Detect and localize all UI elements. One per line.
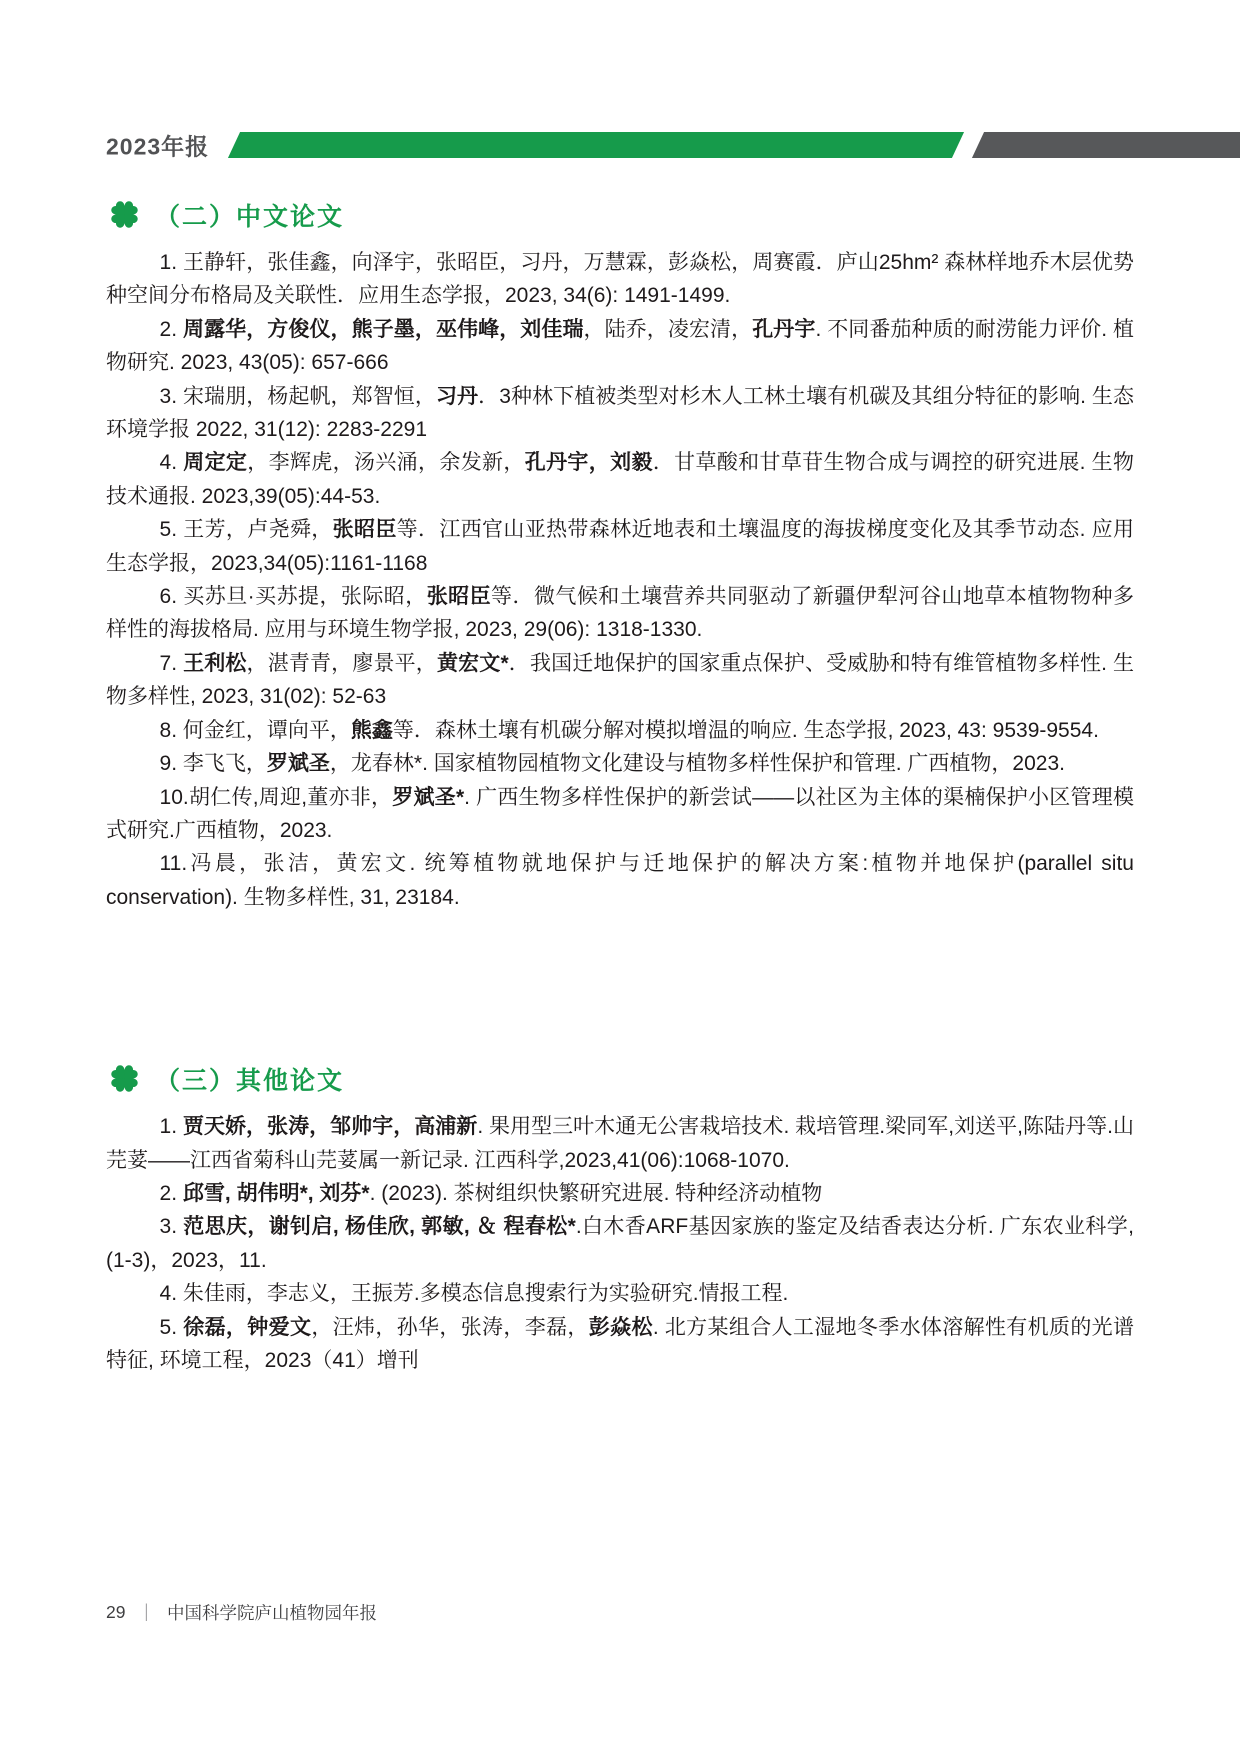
reference-text: ，陆乔，凌宏清，	[583, 317, 753, 341]
reference-item	[106, 1177, 1134, 1210]
staff-author-name: 周定定	[183, 451, 248, 475]
reference-text: 4.	[159, 451, 184, 475]
reference-text: . 果用型三叶木通无公害栽培技术. 栽培管理.梁同军,刘送平,陈陆丹等.山芫荽——江西省菊科山芫荽属一新记录. 江西科学,2023,41(06):1068-1070.	[106, 1115, 1134, 1172]
section-other-papers	[106, 1060, 1134, 1377]
staff-author-name: 罗斌圣*	[392, 785, 465, 809]
reference-item	[106, 513, 1134, 580]
reference-item	[106, 1210, 1134, 1277]
reference-text: 等．微气候和土壤营养共同驱动了新疆伊犁河谷山地草本植物物种多样性的海拔格局. 应用与环境生物学报, 2023, 29(06): 1318-1330.	[106, 585, 1135, 642]
reference-text: 等．森林土壤有机碳分解对模拟增温的响应. 生态学报, 2023, 43: 9539-9554.	[392, 718, 1099, 742]
reference-text: 1.	[159, 1115, 183, 1139]
clover-icon	[106, 196, 143, 233]
reference-item	[106, 1311, 1134, 1378]
reference-item	[106, 714, 1134, 747]
reference-text: . (2023). 茶树组织快繁研究进展. 特种经济动植物	[369, 1181, 823, 1205]
clover-icon	[106, 1060, 143, 1097]
reference-text: 7.	[159, 651, 184, 675]
reference-text: 10.胡仁传,周迎,董亦非，	[159, 785, 393, 809]
staff-author-name: 彭焱松	[588, 1315, 653, 1339]
reference-item	[106, 781, 1134, 848]
reference-text: 1. 王静轩，张佳鑫，向泽宇，张昭臣，习丹，万慧霖，彭焱松，周赛霞．庐山25hm² 森林样地乔木层优势种空间分布格局及关联性．应用生态学报，2023, 34(6): 1491-1499.	[106, 251, 1134, 308]
reference-text: 2.	[159, 1181, 183, 1205]
staff-author-name: 习丹	[435, 384, 479, 408]
staff-author-name: 徐磊，钟爱文	[183, 1315, 312, 1339]
staff-author-name: 邱雪, 胡伟明*, 刘芬*	[182, 1181, 370, 1205]
staff-author-name: 王利松	[183, 651, 247, 675]
staff-author-name: 张昭臣	[426, 585, 492, 609]
staff-author-name: 孔丹宇，刘毅	[524, 451, 653, 475]
reference-text: 5. 王芳，卢尧舜，	[159, 518, 333, 542]
staff-author-name: 范思庆，谢钊启, 杨佳欣, 郭敏, ＆ 程春松*	[183, 1215, 576, 1239]
reference-text: . 广西生物多样性保护的新尝试——以社区为主体的渠楠保护小区管理模式研究.广西植物，2023.	[106, 785, 1134, 842]
reference-item	[106, 1277, 1134, 1310]
reference-item	[106, 1110, 1134, 1177]
reference-list-other	[106, 1110, 1134, 1377]
footer-divider: ｜	[137, 1603, 155, 1623]
reference-item	[106, 580, 1134, 647]
reference-item	[106, 313, 1134, 380]
reference-item	[106, 380, 1134, 447]
reference-item	[106, 747, 1134, 780]
staff-author-name: 黄宏文*	[436, 651, 509, 675]
reference-item	[106, 246, 1134, 313]
reference-text: 3. 宋瑞朋，杨起帆，郑智恒，	[159, 384, 436, 408]
reference-text: 3.	[159, 1215, 184, 1239]
header-gray-banner	[972, 132, 1240, 158]
reference-text: 等．江西官山亚热带森林近地表和土壤温度的海拔梯度变化及其季节动态. 应用生态学报，2023,34(05):1161-1168	[106, 518, 1134, 575]
reference-list-chinese	[106, 246, 1134, 914]
section-title: （二）中文论文	[155, 202, 345, 231]
reference-text: ，龙春林*. 国家植物园植物文化建设与植物多样性保护和管理. 广西植物，2023.	[329, 752, 1065, 776]
reference-text: 5.	[159, 1315, 184, 1339]
reference-text: ，李辉虎，汤兴涌，余发新，	[247, 451, 525, 475]
reference-text: ．我国迁地保护的国家重点保护、受威胁和特有维管植物多样性. 生物多样性, 2023, 31(02): 52-63	[106, 651, 1135, 709]
reference-text: . 北方某组合人工湿地冬季水体溶解性有机质的光谱特征, 环境工程，2023（41）增刊	[106, 1315, 1135, 1372]
reference-text: 9. 李飞飞，	[159, 752, 267, 776]
staff-author-name: 张昭臣	[332, 518, 397, 542]
reference-item	[106, 446, 1134, 513]
reference-text: . 不同番茄种质的耐涝能力评价. 植物研究. 2023, 43(05): 657-666	[106, 317, 1135, 375]
reference-text: 11.冯晨，张洁，黄宏文. 统筹植物就地保护与迁地保护的解决方案:植物并地保护(parallel situ conservation). 生物多样性, 31, 23184.	[106, 852, 1134, 909]
reference-text: 2.	[159, 317, 183, 341]
page-header	[0, 130, 1240, 160]
reference-text: 6. 买苏旦·买苏提，张际昭，	[159, 585, 427, 609]
staff-author-name: 周露华，方俊仪，熊子墨，巫伟峰，刘佳瑞	[182, 317, 584, 341]
report-year-label: 2023年报	[106, 133, 210, 160]
staff-author-name: 孔丹宇	[752, 317, 816, 341]
reference-item	[106, 847, 1134, 914]
staff-author-name: 熊鑫	[350, 718, 393, 742]
reference-text: ．3种林下植被类型对杉木人工林土壤有机碳及其组分特征的影响. 生态环境学报 2022, 31(12): 2283-2291	[106, 384, 1134, 442]
page-footer	[106, 1600, 377, 1625]
section-title: （三）其他论文	[155, 1066, 345, 1095]
section-header-other-papers	[106, 1060, 1134, 1097]
staff-author-name: 贾天娇，张涛，邹帅宇，高浦新	[182, 1115, 478, 1139]
footer-report-title: 中国科学院庐山植物园年报	[166, 1603, 377, 1623]
staff-author-name: 罗斌圣	[266, 752, 330, 776]
reference-text: 4. 朱佳雨，李志义，王振芳.多模态信息搜索行为实验研究.情报工程.	[159, 1282, 789, 1306]
section-chinese-papers	[106, 196, 1134, 914]
reference-text: ．甘草酸和甘草苷生物合成与调控的研究进展. 生物技术通报. 2023,39(05):44-53.	[106, 451, 1135, 508]
page-number: 29	[106, 1602, 126, 1622]
publications-content	[106, 196, 1134, 1377]
reference-text: ，湛青青，廖景平，	[246, 651, 437, 675]
reference-text: ，汪炜，孙华，张涛，李磊，	[311, 1315, 589, 1339]
reference-text: 8. 何金红，谭向平，	[159, 718, 351, 742]
section-header-chinese-papers	[106, 196, 1134, 233]
header-green-banner	[228, 132, 964, 158]
reference-text: .白木香ARF基因家族的鉴定及结香表达分析. 广东农业科学, (1-3)，2023，11.	[106, 1215, 1134, 1272]
reference-item	[106, 647, 1134, 714]
